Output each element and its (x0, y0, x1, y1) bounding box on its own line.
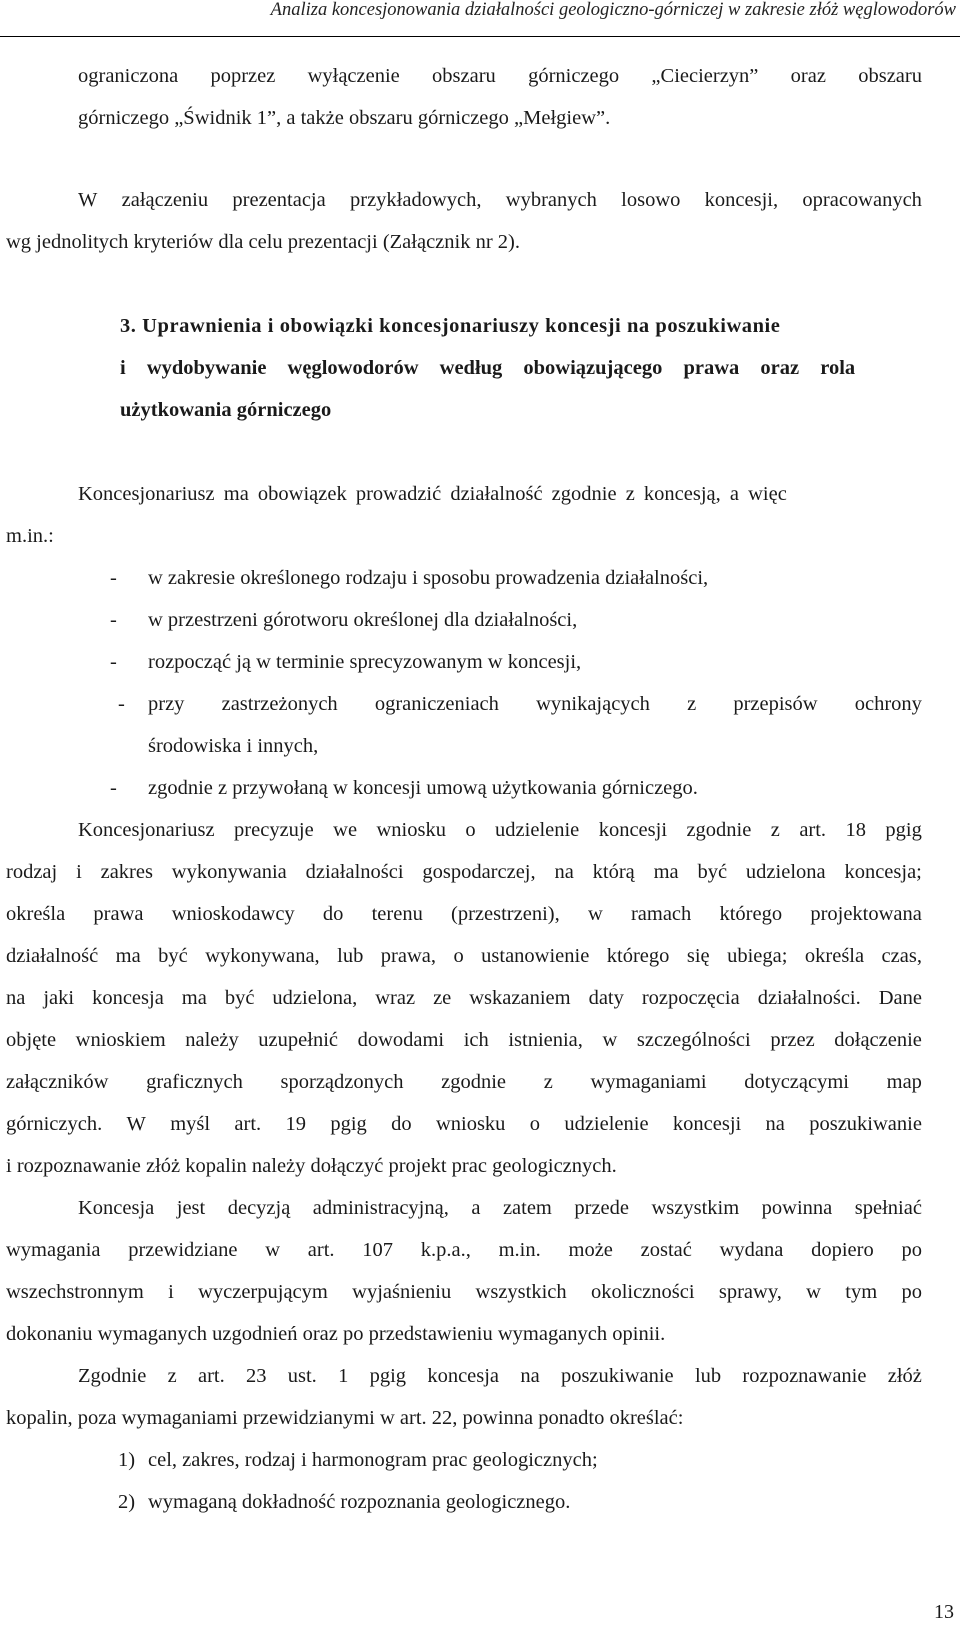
annex-line: wg jednolitych kryteriów dla celu prezentacji (Załącznik nr 2). (6, 231, 520, 253)
word: terenu (371, 903, 423, 925)
word: udzielenie (495, 819, 580, 841)
word: art. (197, 1365, 225, 1387)
paragraph-line (78, 1366, 922, 1387)
word: wykonywana, (205, 945, 320, 967)
word: zastrzeżonych (221, 693, 338, 715)
word: może (568, 1239, 613, 1261)
word: wyjaśnieniu (352, 1281, 452, 1303)
word: górniczego (528, 65, 620, 87)
word: 18 (845, 819, 866, 841)
word: opracowanych (802, 189, 922, 211)
word: losowo (621, 189, 681, 211)
word: udzielona, (272, 987, 358, 1009)
list-item-text: w przestrzeni górotworu określonej dla działalności, (148, 609, 578, 631)
word: prawa (93, 903, 144, 925)
word: powinna (761, 1197, 833, 1219)
word: wybranych (505, 189, 597, 211)
word: poszukiwanie (809, 1113, 922, 1135)
word: wyłączenie (307, 65, 400, 87)
paragraph-line (6, 1240, 922, 1261)
word: sporządzonych (280, 1071, 404, 1093)
word: przewidziane (128, 1239, 238, 1261)
word: ustanowienie (481, 945, 590, 967)
word: z (770, 819, 780, 841)
word: Dane (878, 987, 922, 1009)
word: po (901, 1239, 922, 1261)
word: 107 (362, 1239, 394, 1261)
word: załączników (6, 1071, 109, 1093)
word: zostać (640, 1239, 692, 1261)
word: precyzuje (234, 819, 314, 841)
word: ust. (287, 1365, 317, 1387)
paragraph-line: i rozpoznawanie złóż kopalin należy dołączyć projekt prac geologicznych. (6, 1155, 617, 1177)
word: dotyczącymi (744, 1071, 849, 1093)
word: być (224, 987, 255, 1009)
word: „Ciecierzyn” (651, 65, 759, 87)
word: wymaganiami (590, 1071, 707, 1093)
word: W (126, 1113, 146, 1135)
paragraph-line (6, 1072, 922, 1093)
word: obszaru (432, 65, 496, 87)
word: udzielona (745, 861, 826, 883)
list-number: 1) (118, 1449, 136, 1471)
section-heading-line: i wydobywanie węglowodorów według obowiązującego prawa oraz rola (120, 357, 856, 379)
word: koncesja (92, 987, 164, 1009)
word: wynikających (536, 693, 650, 715)
word: m.in. (498, 1239, 541, 1261)
list-item-text: cel, zakres, rodzaj i harmonogram prac geologicznych; (148, 1449, 598, 1471)
word: na (765, 1113, 785, 1135)
paragraph-line (6, 988, 922, 1009)
word: sprawy, (718, 1281, 782, 1303)
word: wszystkim (651, 1197, 740, 1219)
word: czas, (881, 945, 922, 967)
word: oraz (790, 65, 826, 87)
word: udzielenie (564, 1113, 649, 1135)
word: we (333, 819, 358, 841)
word: którą (592, 861, 635, 883)
word: wnioskodawcy (171, 903, 295, 925)
list-item-text: środowiska i innych, (148, 735, 319, 757)
word: 23 (245, 1365, 267, 1387)
word: należy (185, 1029, 239, 1051)
word: ma (181, 987, 207, 1009)
paragraph-line (6, 946, 922, 967)
word: w (806, 1281, 821, 1303)
word: pgig (369, 1365, 407, 1387)
word: ma (653, 861, 679, 883)
word: którego (719, 903, 783, 925)
word: ma (115, 945, 141, 967)
list-bullet: - (110, 567, 117, 589)
word: w (602, 1029, 618, 1051)
word: ograniczeniach (374, 693, 499, 715)
word: jaki (43, 987, 75, 1009)
word: na (554, 861, 574, 883)
word: administracyjną, (312, 1197, 449, 1219)
word: zakres (100, 861, 153, 883)
word: graficznych (146, 1071, 243, 1093)
word: przy (148, 693, 185, 715)
word: rozpoczęcia (641, 987, 740, 1009)
word: złóż (887, 1365, 922, 1387)
word: wszechstronnym (6, 1281, 144, 1303)
word: koncesji (672, 1113, 742, 1135)
word: o (529, 1113, 540, 1135)
word: decyzją (227, 1197, 291, 1219)
word: art. (799, 819, 827, 841)
word: objęte (6, 1029, 57, 1051)
word: którego (606, 945, 670, 967)
word: poprzez (210, 65, 276, 87)
word: ubiega; (727, 945, 788, 967)
word: załączeniu (121, 189, 209, 211)
paragraph-line (78, 1198, 922, 1219)
word: wnioskiem (75, 1029, 166, 1051)
word: i (168, 1281, 174, 1303)
word: wraz (375, 987, 416, 1009)
word: tym (845, 1281, 878, 1303)
word: prawa, (380, 945, 436, 967)
list-bullet: - (110, 777, 117, 799)
word: działalności (305, 861, 404, 883)
word: przepisów (733, 693, 818, 715)
list-item-text: wymaganą dokładność rozpoznania geologicznego. (148, 1491, 571, 1513)
word: działalności. (757, 987, 861, 1009)
list-item-text: rozpocząć ją w terminie sprecyzowanym w koncesji, (148, 651, 582, 673)
list-bullet: - (118, 693, 125, 715)
paragraph-line (6, 862, 922, 883)
word: dowodami (357, 1029, 445, 1051)
word: koncesji, (704, 189, 779, 211)
word: w (265, 1239, 281, 1261)
word: wszystkich (475, 1281, 567, 1303)
word: wykonywania (171, 861, 287, 883)
word: przykładowych, (350, 189, 482, 211)
intro-line (78, 66, 922, 87)
word: daty (588, 987, 624, 1009)
word: koncesja (427, 1365, 500, 1387)
word: gospodarczej, (422, 861, 536, 883)
word: rozpoznawanie (742, 1365, 867, 1387)
list-number: 2) (118, 1491, 136, 1513)
word: ochrony (854, 693, 922, 715)
word: lub (337, 945, 364, 967)
word: ich (463, 1029, 489, 1051)
word: i (76, 861, 82, 883)
word: art. (234, 1113, 262, 1135)
word: jest (176, 1197, 206, 1219)
running-header (0, 0, 960, 37)
word: w (587, 903, 603, 925)
obligation-intro-line: Koncesjonariusz ma obowiązek prowadzić działalność zgodnie z koncesją, a więc (78, 483, 787, 505)
word: myśl (170, 1113, 211, 1135)
word: po (901, 1281, 922, 1303)
word: pgig (330, 1113, 367, 1135)
word: do (322, 903, 344, 925)
word: szczególności (636, 1029, 751, 1051)
word: W (78, 189, 98, 211)
paragraph-line: dokonaniu wymaganych uzgodnień oraz po przedstawieniu wymaganych opinii. (6, 1323, 666, 1345)
word: na (6, 987, 26, 1009)
word: a (471, 1197, 481, 1219)
word: dopiero (811, 1239, 874, 1261)
word: Koncesja (78, 1197, 155, 1219)
word: zatem (502, 1197, 552, 1219)
word: na (520, 1365, 540, 1387)
word: ze (433, 987, 452, 1009)
word: o (465, 819, 476, 841)
obligation-intro-line: m.in.: (6, 525, 54, 547)
word: okoliczności (590, 1281, 695, 1303)
word: określa (804, 945, 865, 967)
paragraph-line (78, 820, 922, 841)
word: się (686, 945, 710, 967)
word: wniosku (376, 819, 446, 841)
paragraph-line (6, 1114, 922, 1135)
word: lub (694, 1365, 722, 1387)
header-title: Analiza koncesjonowania działalności geologiczno-górniczej w zakresie złóż węglowodorów (270, 0, 956, 20)
word: być (158, 945, 188, 967)
intro-line: górniczego „Świdnik 1”, a także obszaru górniczego „Mełgiew”. (78, 107, 611, 129)
word: (przestrzeni), (451, 903, 560, 925)
paragraph-line (6, 904, 922, 925)
word: wymagania (6, 1239, 101, 1261)
word: z (543, 1071, 553, 1093)
word: k.p.a., (420, 1239, 471, 1261)
word: ograniczona (78, 65, 179, 87)
word: przez (770, 1029, 815, 1051)
word: Zgodnie (78, 1365, 147, 1387)
word: do (391, 1113, 412, 1135)
list-item-text: w zakresie określonego rodzaju i sposobu prowadzenia działalności, (148, 567, 709, 589)
word: górniczych. (6, 1113, 103, 1135)
word: uzupełnić (258, 1029, 338, 1051)
word: koncesja; (844, 861, 922, 883)
word: obszaru (858, 65, 922, 87)
word: zgodnie (441, 1071, 507, 1093)
word: rodzaj (6, 861, 58, 883)
word: być (697, 861, 728, 883)
word: o (453, 945, 464, 967)
word: określa (6, 903, 66, 925)
word: ramach (630, 903, 692, 925)
list-item-text: zgodnie z przywołaną w koncesji umową użytkowania górniczego. (148, 777, 698, 799)
word: wyczerpującym (198, 1281, 328, 1303)
word: koncesji (598, 819, 668, 841)
section-heading-line: 3. Uprawnienia i obowiązki koncesjonariuszy koncesji na poszukiwanie (120, 315, 781, 337)
word: z (687, 693, 697, 715)
list-bullet: - (110, 651, 117, 673)
page-number: 13 (934, 1601, 954, 1623)
word: art. (307, 1239, 335, 1261)
word: wskazaniem (469, 987, 571, 1009)
paragraph-line (6, 1030, 922, 1051)
word: 1 (338, 1365, 349, 1387)
word: przede (574, 1197, 629, 1219)
annex-line (78, 190, 922, 211)
word: wydana (719, 1239, 784, 1261)
paragraph-line (6, 1282, 922, 1303)
word: 19 (285, 1113, 306, 1135)
word: zgodnie (686, 819, 752, 841)
word: pgig (885, 819, 922, 841)
word: projektowana (810, 903, 922, 925)
word: istnienia, (508, 1029, 583, 1051)
word: Koncesjonariusz (78, 819, 215, 841)
word: prezentacja (232, 189, 326, 211)
section-heading-line: użytkowania górniczego (120, 399, 332, 421)
word: spełniać (854, 1197, 922, 1219)
list-bullet: - (110, 609, 117, 631)
word: wniosku (435, 1113, 506, 1135)
word: map (886, 1071, 922, 1093)
list-item-text (148, 694, 922, 715)
word: działalność (6, 945, 99, 967)
paragraph-line: kopalin, poza wymaganiami przewidzianymi w art. 22, powinna ponadto określać: (6, 1407, 684, 1429)
word: z (167, 1365, 177, 1387)
word: dołączenie (834, 1029, 922, 1051)
word: poszukiwanie (560, 1365, 674, 1387)
